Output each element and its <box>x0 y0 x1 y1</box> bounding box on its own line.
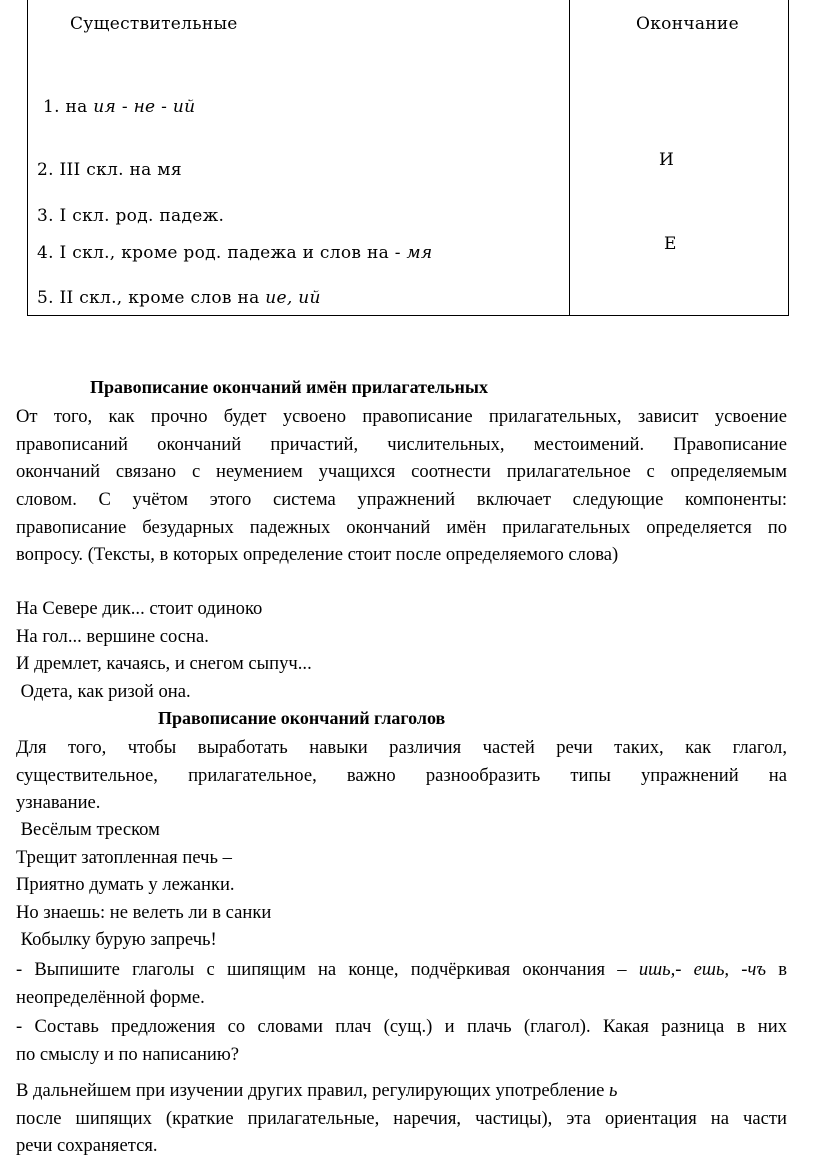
table-row-1: 1. на ия - не - ий <box>43 97 196 117</box>
ending-e: Е <box>664 234 677 254</box>
poem-line: Но знаешь: не велеть ли в санки <box>16 901 272 923</box>
text-line: речи сохраняется. <box>16 1135 158 1157</box>
poem-verbs <box>16 816 271 954</box>
poem-adjectives <box>16 595 312 705</box>
text-line: - Выпишите глаголы с шипящим на конце, подчёркивая окончания – ишь,- ешь, -чъ в <box>16 959 788 980</box>
rules-table <box>27 0 789 316</box>
table-column-divider <box>569 0 570 316</box>
text-line: - Составь предложения со словами плач (сущ.) и плачь (глагол). Какая разница в них <box>16 1016 787 1037</box>
text-line: неопределённой форме. <box>16 986 205 1008</box>
poem-line: Кобылку бурую запречь! <box>16 929 217 950</box>
paragraph-verbs <box>16 734 787 817</box>
text-line: окончаний связано с неумением учащихся соотнести прилагательное с определяемым <box>16 461 787 483</box>
final-paragraph <box>16 1077 787 1160</box>
table-header-nouns: Существительные <box>70 14 238 34</box>
text-line: правописаний окончаний причастий, числительных, местоимений. Правописание <box>16 433 787 455</box>
paragraph-adjectives <box>16 403 787 569</box>
text-line: Для того, чтобы выработать навыки различия частей речи таких, как глагол, <box>16 737 787 758</box>
poem-line: Одета, как ризой она. <box>16 680 191 702</box>
task-1 <box>16 956 787 1011</box>
table-row-3: 3. I скл. род. падеж. <box>37 206 225 226</box>
text-line: словом. С учётом этого система упражнений включает следующие компоненты: <box>16 489 787 511</box>
ending-i: И <box>659 150 675 170</box>
task-2 <box>16 1013 787 1068</box>
poem-line: И дремлет, качаясь, и снегом сыпуч... <box>16 653 312 674</box>
table-row-2: 2. III скл. на мя <box>37 160 182 180</box>
poem-line: Трещит затопленная печь – <box>16 846 232 868</box>
text-line: От того, как прочно будет усвоено правописание прилагательных, зависит усвоение <box>16 406 787 427</box>
text-line: после шипящих (краткие прилагательные, наречия, частицы), эта ориентация на части <box>16 1107 787 1129</box>
table-row-4: 4. I скл., кроме род. падежа и слов на - мя <box>37 243 433 263</box>
text-line: В дальнейшем при изучении других правил, регулирующих употребление ь <box>16 1080 618 1101</box>
text-line: узнавание. <box>16 792 101 814</box>
section-heading-verbs: Правописание окончаний глаголов <box>158 708 446 728</box>
text-line: существительное, прилагательное, важно разнообразить типы упражнений на <box>16 764 787 786</box>
text-line: правописание безударных падежных окончаний имён прилагательных определяется по <box>16 516 787 538</box>
table-header-ending: Окончание <box>636 14 739 34</box>
text-line: по смыслу и по написанию? <box>16 1043 240 1065</box>
poem-line: На гол... вершине сосна. <box>16 625 209 647</box>
poem-line: На Севере дик... стоит одиноко <box>16 598 263 619</box>
poem-line: Приятно думать у лежанки. <box>16 874 235 895</box>
section-heading-adjectives: Правописание окончаний имён прилагательных <box>90 377 488 397</box>
table-row-5: 5. II скл., кроме слов на ие, ий <box>37 288 321 308</box>
poem-line: Весёлым треском <box>16 819 160 840</box>
text-line: вопросу. (Тексты, в которых определение стоит после определяемого слова) <box>16 544 619 566</box>
